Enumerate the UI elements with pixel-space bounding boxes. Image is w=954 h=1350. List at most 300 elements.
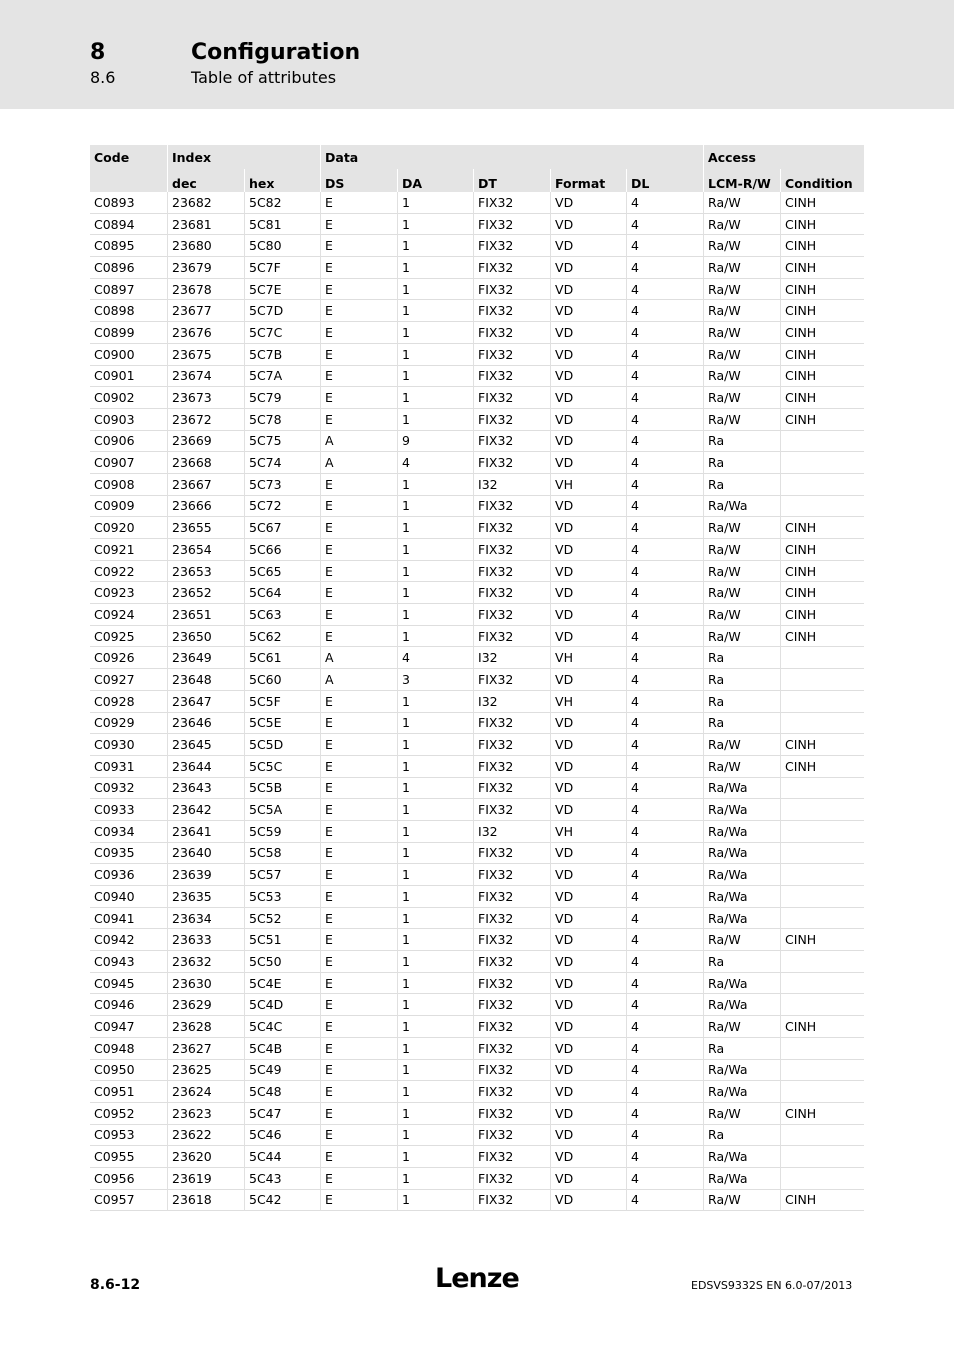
cell-lcm: Ra	[703, 647, 780, 669]
cell-dt: I32	[473, 821, 550, 843]
cell-code: C0909	[90, 496, 167, 518]
cell-code: C0951	[90, 1081, 167, 1103]
cell-hex: 5C4B	[244, 1038, 320, 1060]
cell-dt: FIX32	[473, 1060, 550, 1082]
table-row	[90, 387, 864, 409]
cell-dl: 4	[626, 864, 703, 886]
cell-dt: FIX32	[473, 344, 550, 366]
cell-dl: 4	[626, 691, 703, 713]
cell-hex: 5C64	[244, 582, 320, 604]
cell-dec: 23654	[167, 539, 244, 561]
table-row	[90, 279, 864, 301]
header-da: DA	[397, 169, 473, 192]
cell-dt: FIX32	[473, 322, 550, 344]
cell-lcm: Ra/W	[703, 1190, 780, 1212]
cell-lcm: Ra/W	[703, 214, 780, 236]
cell-format: VD	[550, 431, 626, 453]
cell-dl: 4	[626, 387, 703, 409]
cell-condition: CINH	[780, 192, 864, 214]
table-row	[90, 517, 864, 539]
table-row	[90, 821, 864, 843]
cell-condition	[780, 669, 864, 691]
cell-ds: E	[320, 409, 397, 431]
cell-lcm: Ra/W	[703, 192, 780, 214]
cell-code: C0894	[90, 214, 167, 236]
cell-ds: E	[320, 496, 397, 518]
cell-condition	[780, 973, 864, 995]
cell-condition: CINH	[780, 235, 864, 257]
cell-ds: E	[320, 604, 397, 626]
cell-code: C0924	[90, 604, 167, 626]
cell-dt: FIX32	[473, 756, 550, 778]
cell-ds: E	[320, 626, 397, 648]
cell-dec: 23674	[167, 366, 244, 388]
cell-format: VD	[550, 344, 626, 366]
cell-lcm: Ra/W	[703, 539, 780, 561]
cell-format: VD	[550, 604, 626, 626]
cell-format: VD	[550, 257, 626, 279]
cell-dl: 4	[626, 713, 703, 735]
cell-lcm: Ra	[703, 713, 780, 735]
cell-dl: 4	[626, 300, 703, 322]
cell-hex: 5C52	[244, 908, 320, 930]
cell-condition: CINH	[780, 279, 864, 301]
cell-lcm: Ra/Wa	[703, 496, 780, 518]
cell-code: C0931	[90, 756, 167, 778]
cell-condition: CINH	[780, 300, 864, 322]
cell-condition: CINH	[780, 1016, 864, 1038]
cell-format: VD	[550, 409, 626, 431]
cell-da: 1	[397, 713, 473, 735]
table-row	[90, 669, 864, 691]
cell-condition	[780, 864, 864, 886]
cell-dt: FIX32	[473, 799, 550, 821]
cell-hex: 5C7B	[244, 344, 320, 366]
cell-hex: 5C59	[244, 821, 320, 843]
cell-ds: E	[320, 235, 397, 257]
table-row	[90, 1190, 864, 1212]
cell-dec: 23643	[167, 778, 244, 800]
table-row	[90, 561, 864, 583]
table-row	[90, 864, 864, 886]
cell-da: 1	[397, 778, 473, 800]
cell-dec: 23672	[167, 409, 244, 431]
cell-ds: E	[320, 799, 397, 821]
cell-dt: FIX32	[473, 235, 550, 257]
cell-dec: 23620	[167, 1146, 244, 1168]
cell-dec: 23676	[167, 322, 244, 344]
cell-code: C0906	[90, 431, 167, 453]
cell-da: 1	[397, 734, 473, 756]
table-row	[90, 235, 864, 257]
table-row	[90, 257, 864, 279]
cell-code: C0893	[90, 192, 167, 214]
cell-condition: CINH	[780, 561, 864, 583]
cell-da: 1	[397, 864, 473, 886]
cell-hex: 5C63	[244, 604, 320, 626]
header-index: Index	[167, 145, 320, 169]
cell-lcm: Ra/W	[703, 756, 780, 778]
cell-code: C0955	[90, 1146, 167, 1168]
cell-dl: 4	[626, 973, 703, 995]
cell-lcm: Ra	[703, 452, 780, 474]
cell-code: C0941	[90, 908, 167, 930]
cell-dec: 23675	[167, 344, 244, 366]
cell-code: C0897	[90, 279, 167, 301]
cell-format: VD	[550, 235, 626, 257]
cell-code: C0927	[90, 669, 167, 691]
cell-code: C0895	[90, 235, 167, 257]
cell-code: C0942	[90, 929, 167, 951]
cell-code: C0948	[90, 1038, 167, 1060]
cell-dt: FIX32	[473, 387, 550, 409]
cell-dl: 4	[626, 257, 703, 279]
table-row	[90, 300, 864, 322]
cell-hex: 5C48	[244, 1081, 320, 1103]
cell-dl: 4	[626, 561, 703, 583]
cell-ds: E	[320, 582, 397, 604]
cell-format: VD	[550, 713, 626, 735]
cell-format: VD	[550, 539, 626, 561]
cell-da: 1	[397, 192, 473, 214]
cell-da: 1	[397, 214, 473, 236]
cell-condition	[780, 1081, 864, 1103]
cell-hex: 5C7D	[244, 300, 320, 322]
cell-da: 1	[397, 257, 473, 279]
table-row	[90, 344, 864, 366]
cell-code: C0934	[90, 821, 167, 843]
cell-dl: 4	[626, 908, 703, 930]
cell-hex: 5C75	[244, 431, 320, 453]
cell-dt: FIX32	[473, 214, 550, 236]
cell-dl: 4	[626, 539, 703, 561]
cell-condition	[780, 799, 864, 821]
cell-da: 1	[397, 1146, 473, 1168]
cell-lcm: Ra/W	[703, 409, 780, 431]
cell-dl: 4	[626, 734, 703, 756]
cell-dl: 4	[626, 452, 703, 474]
cell-ds: E	[320, 1190, 397, 1212]
cell-da: 1	[397, 387, 473, 409]
cell-dl: 4	[626, 626, 703, 648]
cell-dl: 4	[626, 886, 703, 908]
cell-code: C0901	[90, 366, 167, 388]
cell-condition: CINH	[780, 322, 864, 344]
cell-dl: 4	[626, 322, 703, 344]
cell-lcm: Ra/Wa	[703, 799, 780, 821]
table-row	[90, 886, 864, 908]
cell-dl: 4	[626, 1016, 703, 1038]
cell-format: VD	[550, 1168, 626, 1190]
cell-dl: 4	[626, 1038, 703, 1060]
cell-code: C0950	[90, 1060, 167, 1082]
cell-lcm: Ra	[703, 691, 780, 713]
cell-dt: FIX32	[473, 452, 550, 474]
cell-dec: 23628	[167, 1016, 244, 1038]
cell-da: 1	[397, 517, 473, 539]
cell-lcm: Ra/W	[703, 604, 780, 626]
cell-code: C0932	[90, 778, 167, 800]
cell-code: C0902	[90, 387, 167, 409]
cell-dl: 4	[626, 279, 703, 301]
table-row	[90, 1038, 864, 1060]
cell-condition	[780, 843, 864, 865]
cell-da: 1	[397, 994, 473, 1016]
cell-dt: FIX32	[473, 973, 550, 995]
cell-ds: E	[320, 517, 397, 539]
cell-code: C0908	[90, 474, 167, 496]
cell-condition	[780, 691, 864, 713]
cell-da: 1	[397, 886, 473, 908]
cell-lcm: Ra/W	[703, 1103, 780, 1125]
table-row	[90, 973, 864, 995]
cell-format: VH	[550, 691, 626, 713]
cell-dec: 23629	[167, 994, 244, 1016]
cell-format: VD	[550, 561, 626, 583]
cell-format: VD	[550, 1060, 626, 1082]
cell-dt: FIX32	[473, 626, 550, 648]
header-data: Data	[320, 145, 703, 169]
cell-lcm: Ra	[703, 474, 780, 496]
cell-lcm: Ra	[703, 1125, 780, 1147]
cell-hex: 5C5A	[244, 799, 320, 821]
cell-lcm: Ra/W	[703, 387, 780, 409]
cell-format: VD	[550, 1081, 626, 1103]
cell-dl: 4	[626, 994, 703, 1016]
header-dec: dec	[167, 169, 244, 192]
cell-condition	[780, 647, 864, 669]
cell-dec: 23632	[167, 951, 244, 973]
table-row	[90, 409, 864, 431]
cell-da: 1	[397, 821, 473, 843]
cell-format: VD	[550, 799, 626, 821]
cell-code: C0903	[90, 409, 167, 431]
cell-da: 1	[397, 1081, 473, 1103]
cell-condition	[780, 496, 864, 518]
cell-da: 1	[397, 279, 473, 301]
header-condition: Condition	[780, 169, 864, 192]
cell-hex: 5C5C	[244, 756, 320, 778]
cell-lcm: Ra/W	[703, 366, 780, 388]
cell-condition: CINH	[780, 539, 864, 561]
cell-dl: 4	[626, 1060, 703, 1082]
cell-lcm: Ra/W	[703, 344, 780, 366]
cell-da: 1	[397, 235, 473, 257]
cell-code: C0923	[90, 582, 167, 604]
table-row	[90, 474, 864, 496]
cell-condition: CINH	[780, 517, 864, 539]
cell-dec: 23633	[167, 929, 244, 951]
cell-code: C0921	[90, 539, 167, 561]
cell-dt: FIX32	[473, 1016, 550, 1038]
cell-dl: 4	[626, 1081, 703, 1103]
cell-ds: E	[320, 257, 397, 279]
cell-dt: FIX32	[473, 994, 550, 1016]
cell-da: 1	[397, 1103, 473, 1125]
cell-lcm: Ra/W	[703, 517, 780, 539]
cell-dec: 23667	[167, 474, 244, 496]
cell-dt: FIX32	[473, 257, 550, 279]
cell-dec: 23625	[167, 1060, 244, 1082]
cell-hex: 5C7A	[244, 366, 320, 388]
header-hex: hex	[244, 169, 320, 192]
cell-dl: 4	[626, 431, 703, 453]
cell-dt: FIX32	[473, 517, 550, 539]
cell-lcm: Ra/W	[703, 626, 780, 648]
cell-dl: 4	[626, 409, 703, 431]
cell-da: 1	[397, 908, 473, 930]
cell-da: 1	[397, 474, 473, 496]
cell-ds: E	[320, 691, 397, 713]
header-code: Code	[90, 145, 167, 169]
cell-da: 1	[397, 843, 473, 865]
cell-format: VD	[550, 452, 626, 474]
cell-dec: 23655	[167, 517, 244, 539]
cell-format: VD	[550, 1038, 626, 1060]
cell-ds: E	[320, 1060, 397, 1082]
cell-lcm: Ra/W	[703, 279, 780, 301]
cell-da: 1	[397, 691, 473, 713]
cell-format: VD	[550, 908, 626, 930]
cell-hex: 5C81	[244, 214, 320, 236]
cell-dt: FIX32	[473, 886, 550, 908]
cell-format: VD	[550, 1146, 626, 1168]
cell-dt: FIX32	[473, 1038, 550, 1060]
cell-lcm: Ra/W	[703, 561, 780, 583]
cell-code: C0925	[90, 626, 167, 648]
cell-dt: FIX32	[473, 561, 550, 583]
table-row	[90, 366, 864, 388]
cell-condition: CINH	[780, 214, 864, 236]
cell-ds: E	[320, 322, 397, 344]
cell-dec: 23619	[167, 1168, 244, 1190]
cell-ds: E	[320, 756, 397, 778]
cell-hex: 5C62	[244, 626, 320, 648]
cell-format: VD	[550, 214, 626, 236]
cell-format: VD	[550, 886, 626, 908]
cell-dl: 4	[626, 1168, 703, 1190]
cell-code: C0947	[90, 1016, 167, 1038]
cell-ds: E	[320, 279, 397, 301]
cell-format: VD	[550, 973, 626, 995]
cell-lcm: Ra	[703, 1038, 780, 1060]
cell-condition	[780, 951, 864, 973]
cell-condition	[780, 474, 864, 496]
cell-ds: E	[320, 929, 397, 951]
table-row	[90, 647, 864, 669]
cell-dt: FIX32	[473, 300, 550, 322]
table-row	[90, 431, 864, 453]
cell-ds: A	[320, 647, 397, 669]
cell-format: VD	[550, 864, 626, 886]
cell-dl: 4	[626, 496, 703, 518]
cell-ds: E	[320, 1168, 397, 1190]
table-row	[90, 1081, 864, 1103]
cell-dt: FIX32	[473, 1168, 550, 1190]
cell-format: VH	[550, 821, 626, 843]
cell-dec: 23624	[167, 1081, 244, 1103]
cell-dl: 4	[626, 344, 703, 366]
cell-lcm: Ra/W	[703, 322, 780, 344]
cell-dt: I32	[473, 647, 550, 669]
table-row	[90, 604, 864, 626]
cell-ds: E	[320, 1146, 397, 1168]
cell-code: C0946	[90, 994, 167, 1016]
cell-da: 1	[397, 496, 473, 518]
cell-hex: 5C44	[244, 1146, 320, 1168]
cell-lcm: Ra/Wa	[703, 973, 780, 995]
header-access: Access	[703, 145, 864, 169]
cell-code: C0930	[90, 734, 167, 756]
cell-ds: E	[320, 344, 397, 366]
cell-hex: 5C82	[244, 192, 320, 214]
cell-da: 1	[397, 799, 473, 821]
cell-ds: E	[320, 214, 397, 236]
cell-dec: 23648	[167, 669, 244, 691]
lenze-logo: Lenze	[435, 1263, 519, 1294]
cell-code: C0898	[90, 300, 167, 322]
cell-hex: 5C5D	[244, 734, 320, 756]
cell-hex: 5C80	[244, 235, 320, 257]
cell-dt: FIX32	[473, 604, 550, 626]
cell-dt: FIX32	[473, 1125, 550, 1147]
cell-hex: 5C65	[244, 561, 320, 583]
cell-hex: 5C4D	[244, 994, 320, 1016]
cell-code: C0936	[90, 864, 167, 886]
cell-ds: E	[320, 1016, 397, 1038]
cell-dt: FIX32	[473, 431, 550, 453]
cell-dl: 4	[626, 951, 703, 973]
cell-da: 1	[397, 1190, 473, 1212]
header-format: Format	[550, 169, 626, 192]
cell-format: VD	[550, 279, 626, 301]
cell-condition	[780, 452, 864, 474]
cell-dt: FIX32	[473, 1103, 550, 1125]
cell-dt: FIX32	[473, 908, 550, 930]
cell-dec: 23646	[167, 713, 244, 735]
cell-format: VD	[550, 994, 626, 1016]
cell-dt: FIX32	[473, 1190, 550, 1212]
cell-code: C0900	[90, 344, 167, 366]
cell-condition: CINH	[780, 582, 864, 604]
cell-condition	[780, 1125, 864, 1147]
cell-condition: CINH	[780, 604, 864, 626]
cell-lcm: Ra/Wa	[703, 994, 780, 1016]
cell-dl: 4	[626, 604, 703, 626]
cell-hex: 5C49	[244, 1060, 320, 1082]
table-row	[90, 1060, 864, 1082]
cell-code: C0943	[90, 951, 167, 973]
cell-da: 1	[397, 582, 473, 604]
cell-lcm: Ra/W	[703, 300, 780, 322]
table-row	[90, 713, 864, 735]
cell-format: VD	[550, 366, 626, 388]
cell-format: VD	[550, 669, 626, 691]
cell-ds: E	[320, 1125, 397, 1147]
cell-dl: 4	[626, 669, 703, 691]
cell-dl: 4	[626, 929, 703, 951]
header-ds: DS	[320, 169, 397, 192]
cell-dec: 23640	[167, 843, 244, 865]
cell-format: VD	[550, 1016, 626, 1038]
table-row	[90, 691, 864, 713]
cell-format: VD	[550, 387, 626, 409]
table-row	[90, 539, 864, 561]
cell-dt: FIX32	[473, 951, 550, 973]
cell-da: 9	[397, 431, 473, 453]
page-header	[0, 0, 954, 109]
cell-dt: FIX32	[473, 1081, 550, 1103]
